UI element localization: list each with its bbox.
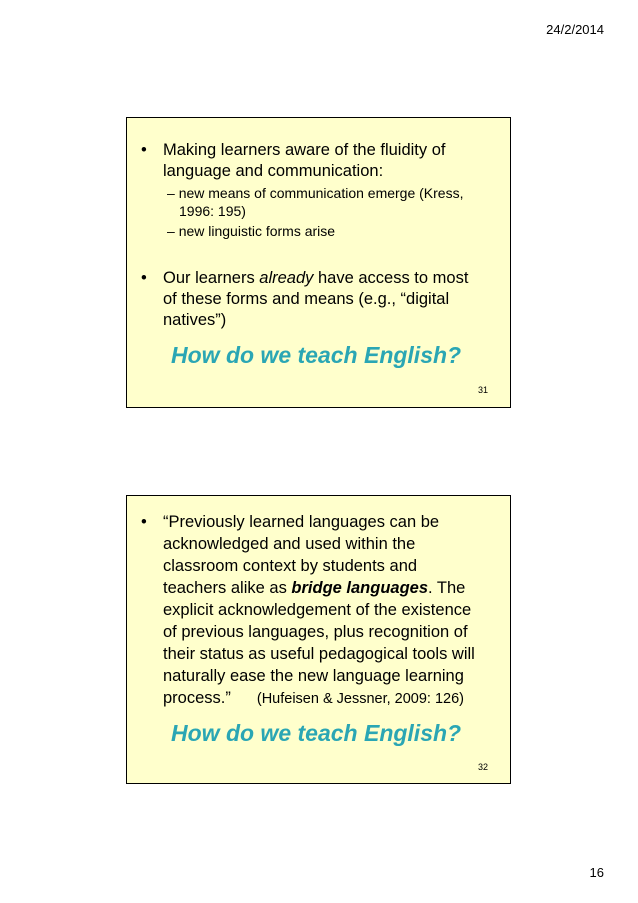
quote-line: acknowledged and used within the <box>163 535 416 553</box>
citation: (Hufeisen & Jessner, 2009: 126) <box>256 691 465 707</box>
bullet-line: Our learners already have access to most <box>163 269 469 287</box>
bullet-line: of these forms and means (e.g., “digital <box>163 290 450 308</box>
sub-line: new means of communication emerge (Kress, <box>178 185 464 201</box>
slide-31-heading: How do we teach English? <box>171 342 462 368</box>
bullet-dot: • <box>141 269 147 287</box>
sub-bullet-new-means <box>167 184 463 202</box>
bullet-dot: • <box>141 513 147 531</box>
slide-31-number: 31 <box>477 385 488 395</box>
quote-line: teachers alike as bridge languages. The <box>163 579 466 597</box>
bullet-line: language and communication: <box>163 162 384 180</box>
sub-line: new linguistic forms arise <box>178 223 336 239</box>
header-date: 24/2/2014 <box>546 22 604 37</box>
quote-line: naturally ease the new language learning <box>163 667 464 685</box>
bullet-line: natives”) <box>163 311 227 329</box>
slide-31 <box>126 117 511 408</box>
quote-last-line: process.” (Hufeisen & Jessner, 2009: 126) <box>163 689 465 707</box>
sub-bullet-new-forms <box>167 222 335 240</box>
quote-line: classroom context by students and <box>163 557 418 575</box>
quote-line: “Previously learned languages can be <box>163 513 440 531</box>
bullet-dot: • <box>141 141 147 159</box>
slide-32 <box>126 495 511 784</box>
page-number: 16 <box>589 865 604 880</box>
quote-line: explicit acknowledgement of the existence <box>163 601 472 619</box>
sub-dash: – <box>167 223 179 239</box>
sub-line: 1996: 195) <box>179 203 246 219</box>
bullet-line: Making learners aware of the fluidity of <box>163 141 446 159</box>
slide-32-heading: How do we teach English? <box>171 720 462 746</box>
quote-line: of previous languages, plus recognition of <box>163 623 468 641</box>
slide-32-number: 32 <box>477 762 488 772</box>
sub-dash: – <box>167 185 179 201</box>
sub-bullet-new-means-cont <box>179 202 246 220</box>
quote-line: their status as useful pedagogical tools will <box>163 645 475 663</box>
